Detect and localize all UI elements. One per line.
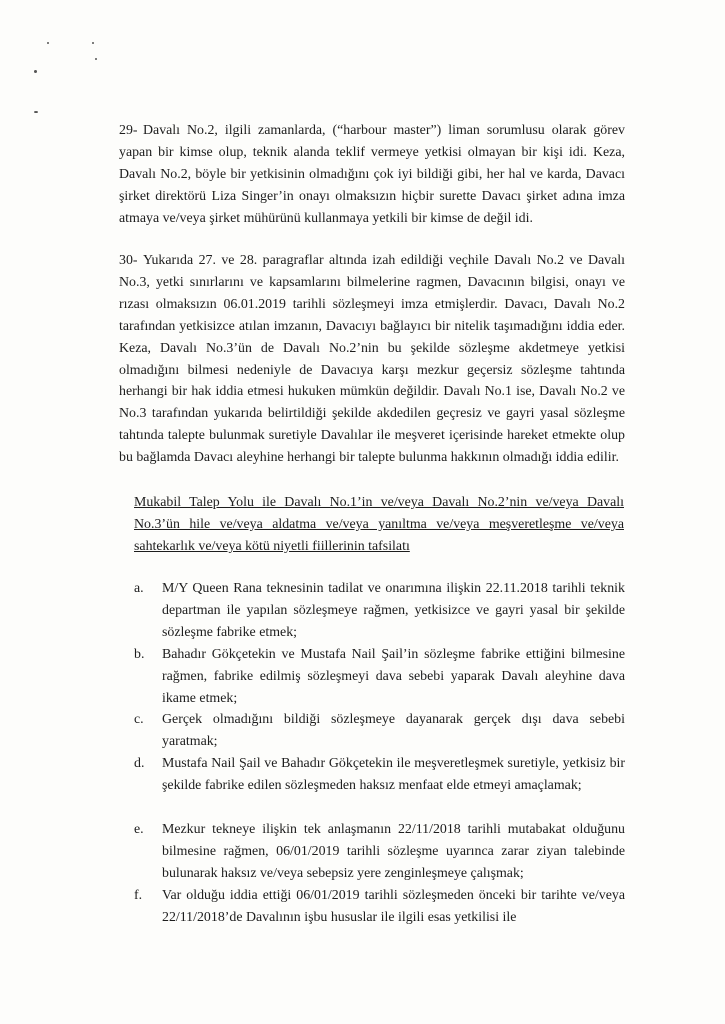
section-heading: Mukabil Talep Yolu ile Davalı No.1’in ve/veya Davalı No.2’nin ve/veya Davalı No.3’ün hile ve/veya aldatma ve/veya yanıltma ve/veya meşveretleşme ve/veya sahtekarlık ve/veya kötü niyetli fiillerinin tafsilatı (134, 495, 624, 554)
scan-speck (34, 111, 38, 113)
list-item-f (134, 885, 625, 929)
scan-speck (34, 70, 37, 73)
paragraph-number: 29- (119, 123, 138, 138)
paragraph-text: Davalı No.2, ilgili zamanlarda, (“harbour master”) liman sorumlusu olarak görev yapan bir kimse olup, teknik alanda teklif vermeye yetkisi olmayan bir kişi idi. Keza, Davalı No.2, böyle bir yetkisinin olmadığını çok iyi bildiği gibi, her hal ve karda, Davacı şirket direktörü Liza Singer’in onayı olmaksızın hiçbir surette Davacı şirket adına imza atmaya ve/veya şirket mühürünü kullanmaya yetkili bir kimse de değil idi. (119, 123, 625, 226)
item-text: Var olduğu iddia ettiği 06/01/2019 tarihli sözleşmeden önceki bir tarihte ve/veya 22/11/2018’de Davalının işbu hususlar ile ilgili esas yetkilisi ile (162, 888, 625, 925)
paragraph-text: Yukarıda 27. ve 28. paragraflar altında izah edildiği veçhile Davalı No.2 ve Davalı No.3, yetki sınırlarını ve kapsamlarını bilmelerine ragmen, Davacının bilgisi, onayı ve rızası olmaksızın 06.01.2019 tarihli sözleşmeyi imza etmişlerdir. Davacı, Davalı No.2 tarafından yetkisizce atılan imzanın, Davacıyı bağlayıcı bir nitelik taşımadığını iddia eder. Keza, Davalı No.3’ün de Davalı No.2’nin bu şekilde sözleşme akdetmeye yetkisi olmadığını bilmesi nedeniyle de Davacıya karşı mezkur geçersiz sözleşme tahtında herhangi bir hak iddia etmesi hukuken mümkün değildir. Davalı No.1 ise, Davalı No.2 ve No.3 tarafından yukarıda belirtildiği şekilde akdedilen geçresiz ve gayri yasal sözleşme tahtında talepte bulunmak suretiyle Davalılar ile meşveret içerisinde hareket etmekte olup bu bağlamda Davacı aleyhine herhangi bir talepte bulunma hakkının olmadığı iddia edilir. (119, 253, 625, 466)
scan-speck (47, 42, 49, 44)
paragraph-29 (119, 120, 625, 230)
item-text: Mezkur tekneye ilişkin tek anlaşmanın 22/11/2018 tarihli mutabakat olduğunu bilmesine rağmen, 06/01/2019 tarihli sözleşme uyarınca zarar ziyan talebinde bulunarak haksız ve/veya sebepsiz yere zenginleşmeye çalışmak; (162, 822, 625, 881)
item-text: Gerçek olmadığını bildiği sözleşmeye dayanarak gerçek dışı dava sebebi yaratmak; (162, 712, 625, 749)
list-item-b (134, 644, 625, 710)
list-item-a (134, 578, 625, 644)
item-text: M/Y Queen Rana teknesinin tadilat ve onarımına ilişkin 22.11.2018 tarihli teknik departman ile yapılan sözleşmeye rağmen, yetkisizce ve gayri yasal bir şekilde sözleşme fabrike etmek; (162, 581, 625, 640)
item-letter: e. (134, 822, 144, 837)
item-text: Bahadır Gökçetekin ve Mustafa Nail Şail’in sözleşme fabrike ettiğini bilmesine rağmen, fabrike edilmiş sözleşmeyi dava sebebi yaparak Davalı aleyhine dava ikame etmek; (162, 647, 625, 706)
paragraph-30 (119, 250, 625, 469)
item-letter: f. (134, 888, 143, 903)
list-item-e (134, 819, 625, 885)
scan-speck (95, 58, 97, 60)
item-letter: b. (134, 647, 145, 662)
scan-speck (92, 42, 94, 44)
paragraph-number: 30- (119, 253, 138, 268)
item-letter: c. (134, 712, 144, 727)
list-item-c (134, 709, 625, 753)
item-letter: a. (134, 581, 144, 596)
list-item-d (134, 753, 625, 797)
item-letter: d. (134, 756, 145, 771)
item-text: Mustafa Nail Şail ve Bahadır Gökçetekin ile meşveretleşmek suretiyle, yetkisiz bir şekilde fabrike edilen sözleşmeden haksız menfaat elde etmeyi amaçlamak; (162, 756, 625, 793)
